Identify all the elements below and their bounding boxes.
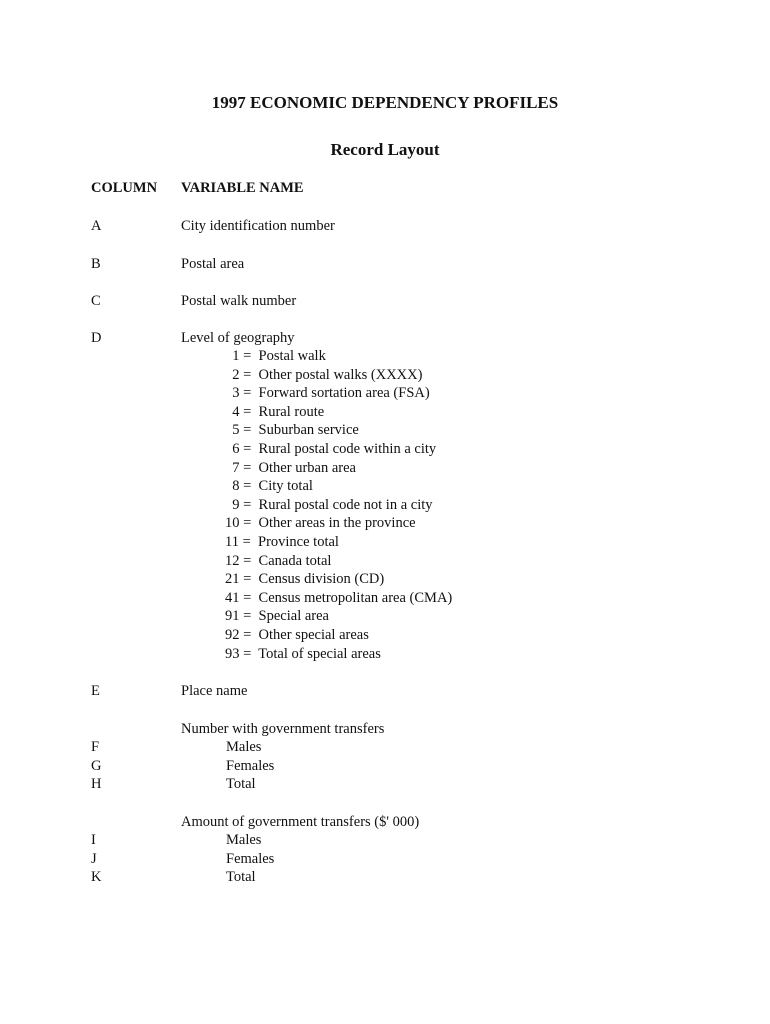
geography-code-item: 7 = Other urban area bbox=[232, 459, 356, 476]
geography-code-item: 11 = Province total bbox=[225, 533, 339, 550]
geography-code-item: 10 = Other areas in the province bbox=[225, 515, 416, 532]
column-letter-h: H bbox=[91, 776, 102, 793]
geography-code-item: 6 = Rural postal code within a city bbox=[232, 440, 437, 457]
column-letter-e: E bbox=[91, 683, 100, 699]
transfer-count-letters bbox=[91, 738, 101, 794]
column-letter-k: K bbox=[91, 869, 102, 886]
geography-code-item: 1 = Postal walk bbox=[232, 348, 326, 364]
geography-code-item: 9 = Rural postal code not in a city bbox=[232, 496, 433, 513]
geography-code-item: 93 = Total of special areas bbox=[225, 645, 381, 662]
column-letter-c: C bbox=[91, 293, 101, 309]
column-letter-a: A bbox=[91, 218, 102, 234]
geography-code-item: 92 = Other special areas bbox=[225, 626, 369, 643]
subitem-males: Males bbox=[226, 832, 262, 848]
variable-level-of-geography: Level of geography bbox=[181, 330, 295, 346]
geography-code-item: 8 = City total bbox=[232, 478, 313, 495]
column-letter-g: G bbox=[91, 757, 102, 774]
subitem-total: Total bbox=[226, 869, 256, 886]
geography-code-item: 41 = Census metropolitan area (CMA) bbox=[225, 589, 453, 606]
document-subtitle: Record Layout bbox=[330, 140, 440, 159]
group-heading-transfer-count: Number with government transfers bbox=[181, 721, 385, 737]
subitem-females: Females bbox=[226, 757, 275, 774]
geography-code-item: 5 = Suburban service bbox=[232, 422, 359, 439]
column-header: COLUMN bbox=[91, 180, 158, 196]
subitem-females: Females bbox=[226, 850, 275, 867]
column-letter-f: F bbox=[91, 739, 100, 755]
column-letter-j: J bbox=[91, 850, 97, 867]
transfer-amount-letters bbox=[91, 831, 101, 887]
subitem-males: Males bbox=[226, 739, 262, 755]
variable-place-name: Place name bbox=[181, 683, 248, 699]
column-letter-d: D bbox=[91, 330, 102, 346]
column-letter-b: B bbox=[91, 256, 101, 272]
column-letter-i: I bbox=[91, 832, 96, 848]
document-title: 1997 ECONOMIC DEPENDENCY PROFILES bbox=[211, 93, 559, 112]
geography-code-list bbox=[225, 347, 452, 663]
transfer-count-items bbox=[226, 738, 274, 794]
geography-code-item: 91 = Special area bbox=[225, 608, 329, 625]
geography-code-item: 12 = Canada total bbox=[225, 552, 332, 569]
geography-code-item: 3 = Forward sortation area (FSA) bbox=[232, 385, 430, 402]
transfer-amount-items bbox=[226, 831, 274, 887]
group-heading-transfer-amount: Amount of government transfers ($' 000) bbox=[181, 814, 420, 830]
variable-postal-area: Postal area bbox=[181, 256, 245, 272]
variable-city-id: City identification number bbox=[181, 218, 335, 234]
geography-code-item: 21 = Census division (CD) bbox=[225, 571, 385, 588]
geography-code-item: 2 = Other postal walks (XXXX) bbox=[232, 366, 423, 383]
geography-code-item: 4 = Rural route bbox=[232, 403, 325, 420]
subitem-total: Total bbox=[226, 776, 256, 793]
variable-postal-walk-number: Postal walk number bbox=[181, 293, 297, 309]
variable-name-header: VARIABLE NAME bbox=[181, 180, 304, 196]
